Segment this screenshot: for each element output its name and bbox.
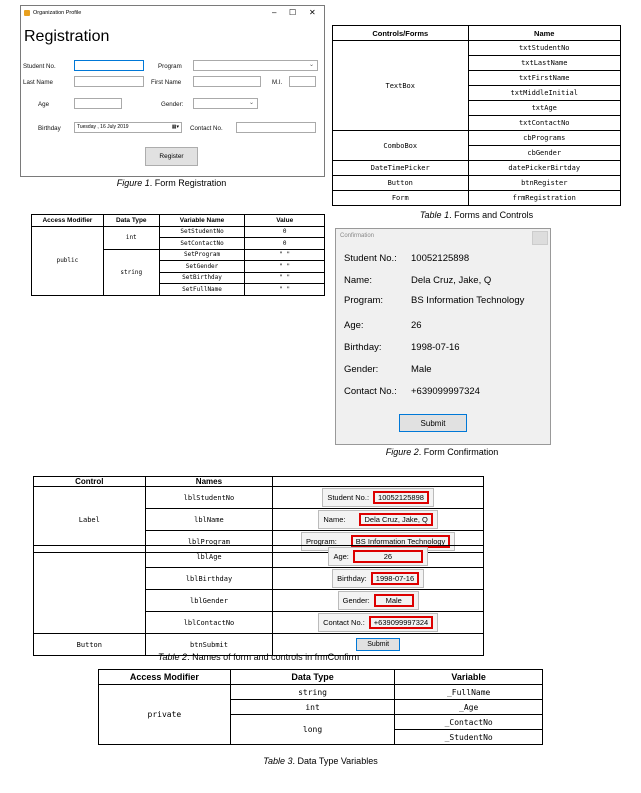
table2-caption-prefix: Table 2 xyxy=(157,652,188,662)
table3-variable: _StudentNo xyxy=(395,730,543,745)
table2-control-empty xyxy=(34,546,146,634)
program-combobox[interactable] xyxy=(193,60,318,71)
figure1-caption-text: . Form Registration xyxy=(149,178,227,188)
preview-label: Contact No.: xyxy=(323,618,365,627)
variables-header-type: Data Type xyxy=(103,215,159,227)
close-icon[interactable]: ✕ xyxy=(309,8,316,17)
table1-control-textbox: TextBox xyxy=(333,41,469,131)
variables-name: SetBirthday xyxy=(159,272,245,284)
table3-caption-text: . Data Type Variables xyxy=(292,756,378,766)
table2-name: btnSubmit xyxy=(145,634,273,656)
last-name-label: Last Name xyxy=(23,79,53,86)
mi-input[interactable] xyxy=(289,76,316,87)
figure1-caption-prefix: Figure 1 xyxy=(116,178,150,188)
table2-part2 xyxy=(33,545,484,656)
table2-header-names: Names xyxy=(145,477,273,487)
confirm-student-no-label: Student No.: xyxy=(344,253,397,264)
table3-caption xyxy=(98,756,543,766)
variables-name: SetFullName xyxy=(159,284,245,296)
variables-name: SetProgram xyxy=(159,249,245,261)
table1-name: txtFirstName xyxy=(468,71,621,86)
table1-control-button: Button xyxy=(333,176,469,191)
figure2-caption-text: . Form Confirmation xyxy=(418,447,499,457)
variables-table xyxy=(31,214,325,296)
variables-name: SetContactNo xyxy=(159,238,245,250)
confirmation-window xyxy=(335,228,551,445)
first-name-label: First Name xyxy=(151,79,182,86)
first-name-input[interactable] xyxy=(193,76,261,87)
variables-access-public: public xyxy=(32,226,104,295)
preview-value: Male xyxy=(374,594,414,607)
variables-value: " " xyxy=(245,284,325,296)
table1-name: txtLastName xyxy=(468,56,621,71)
table1-name: datePickerBirtday xyxy=(468,161,621,176)
table2-name: lblGender xyxy=(145,590,273,612)
preview-label-box xyxy=(332,569,424,588)
figure1-caption xyxy=(20,178,323,188)
confirm-program-value: BS Information Technology xyxy=(411,295,525,306)
figure2-caption-prefix: Figure 2 xyxy=(385,447,419,457)
submit-button[interactable]: Submit xyxy=(399,414,467,432)
table2-name: lblStudentNo xyxy=(145,487,273,509)
contact-no-label: Contact No. xyxy=(190,125,223,132)
table1-name: txtContactNo xyxy=(468,116,621,131)
maximize-icon[interactable]: ☐ xyxy=(289,8,297,17)
table1-name: cbGender xyxy=(468,146,621,161)
student-no-label: Student No. xyxy=(23,63,56,70)
preview-value: +639099997324 xyxy=(369,616,433,629)
confirm-student-no-value: 10052125898 xyxy=(411,253,470,264)
variables-value: " " xyxy=(245,249,325,261)
confirm-name-value: Dela Cruz, Jake, Q xyxy=(411,275,492,286)
table3-header-variable: Variable xyxy=(395,670,543,685)
table2-name: lblAge xyxy=(145,546,273,568)
table2-preview xyxy=(273,568,484,590)
table1-name: txtStudentNo xyxy=(468,41,621,56)
table1-caption-text: . Forms and Controls xyxy=(449,210,534,220)
registration-window xyxy=(20,5,325,177)
variables-header-name: Variable Name xyxy=(159,215,245,227)
table2-caption-text: . Names of form and controls in frmConfirm xyxy=(187,652,360,662)
gender-label: Gender: xyxy=(161,101,184,108)
preview-label-box xyxy=(318,613,438,632)
confirm-program-label: Program: xyxy=(344,295,384,306)
preview-value: BS Information Technology xyxy=(351,535,451,548)
preview-value: 10052125898 xyxy=(373,491,429,504)
preview-submit-button[interactable]: Submit xyxy=(356,638,400,651)
app-icon xyxy=(24,10,30,16)
table2-control-label: Label xyxy=(34,487,146,553)
table3-type: long xyxy=(230,715,395,745)
preview-label-box xyxy=(318,510,437,529)
chevron-down-icon: ⌄ xyxy=(248,100,254,106)
calendar-icon[interactable]: ▦▾ xyxy=(171,124,179,130)
confirm-age-value: 26 xyxy=(411,320,422,331)
table1-name: btnRegister xyxy=(468,176,621,191)
preview-label: Birthday: xyxy=(337,574,367,583)
confirmation-window-title: Confirmation xyxy=(340,233,375,239)
student-no-input[interactable] xyxy=(74,60,144,71)
table2-header-control: Control xyxy=(34,477,146,487)
table3-variable: _Age xyxy=(395,700,543,715)
confirm-birthday-value: 1998-07-16 xyxy=(411,342,460,353)
table2-preview xyxy=(273,487,484,509)
table3-variable: _ContactNo xyxy=(395,715,543,730)
preview-label-box xyxy=(338,591,419,610)
birthday-label: Birthday xyxy=(38,125,61,132)
table3-access-private: private xyxy=(99,685,231,745)
confirm-age-label: Age: xyxy=(344,320,364,331)
variables-value: 0 xyxy=(245,238,325,250)
close-icon[interactable] xyxy=(532,231,548,245)
program-label: Program xyxy=(158,63,182,70)
table1-header-name: Name xyxy=(468,26,621,41)
table3-variable: _FullName xyxy=(395,685,543,700)
preview-label: Gender: xyxy=(342,596,370,605)
variables-value: " " xyxy=(245,261,325,273)
table1-control-combobox: ComboBox xyxy=(333,131,469,161)
table2-name: lblProgram xyxy=(145,531,273,553)
variables-name: SetStudentNo xyxy=(159,226,245,238)
preview-label: Name: xyxy=(323,515,346,524)
table1-controls-forms xyxy=(332,25,621,206)
confirm-gender-label: Gender: xyxy=(344,364,379,375)
mi-label: M.I. xyxy=(272,79,283,86)
confirm-contact-label: Contact No.: xyxy=(344,386,397,397)
registration-window-title: Organization Profile xyxy=(33,10,82,16)
table2-name: lblName xyxy=(145,509,273,531)
table2-name: lblBirthday xyxy=(145,568,273,590)
preview-value: Dela Cruz, Jake, Q xyxy=(359,513,432,526)
figure2-caption xyxy=(335,447,549,457)
gender-combobox[interactable] xyxy=(193,98,258,109)
variables-type-string: string xyxy=(103,249,159,295)
variables-value: " " xyxy=(245,272,325,284)
variables-value: 0 xyxy=(245,226,325,238)
preview-label: Age: xyxy=(333,552,349,561)
register-button[interactable]: Register xyxy=(145,147,198,166)
registration-titlebar xyxy=(21,6,324,20)
contact-no-input[interactable] xyxy=(236,122,316,133)
table2-part1 xyxy=(33,476,484,553)
table1-control-datetimepicker: DateTimePicker xyxy=(333,161,469,176)
last-name-input[interactable] xyxy=(74,76,144,87)
variables-header-access: Access Modifier xyxy=(32,215,104,227)
table2-preview xyxy=(273,509,484,531)
minimize-icon[interactable]: – xyxy=(272,8,277,17)
table2-preview xyxy=(273,546,484,568)
registration-heading: Registration xyxy=(24,28,110,45)
table1-name: txtMiddleInitial xyxy=(468,86,621,101)
chevron-down-icon: ⌄ xyxy=(308,62,314,68)
table1-caption-prefix: Table 1 xyxy=(419,210,450,220)
table1-name: cbPrograms xyxy=(468,131,621,146)
preview-value: 26 xyxy=(353,550,423,563)
age-label: Age xyxy=(38,101,50,108)
table1-header-controls: Controls/Forms xyxy=(333,26,469,41)
table2-preview xyxy=(273,612,484,634)
variables-type-int: int xyxy=(103,226,159,249)
table2-control-button: Button xyxy=(34,634,146,656)
confirm-gender-value: Male xyxy=(411,364,432,375)
table3-header-type: Data Type xyxy=(230,670,395,685)
table2-name: lblContactNo xyxy=(145,612,273,634)
table2-caption xyxy=(33,652,484,662)
table2-header-preview xyxy=(273,477,484,487)
table3-caption-prefix: Table 3 xyxy=(263,756,293,766)
table3-header-access: Access Modifier xyxy=(99,670,231,685)
table1-name: txtAge xyxy=(468,101,621,116)
table1-control-form: Form xyxy=(333,191,469,206)
table3-data-types xyxy=(98,669,543,745)
table1-caption xyxy=(332,210,621,220)
table3-type: string xyxy=(230,685,395,700)
age-input[interactable] xyxy=(74,98,122,109)
table1-name: frmRegistration xyxy=(468,191,621,206)
preview-label-box xyxy=(328,547,427,566)
birthday-value: Tuesday , 16 July 2019 xyxy=(77,124,129,130)
preview-label-box xyxy=(322,488,434,507)
confirm-contact-value: +639099997324 xyxy=(411,386,480,397)
table2-preview xyxy=(273,590,484,612)
preview-value: 1998-07-16 xyxy=(371,572,419,585)
birthday-datepicker[interactable] xyxy=(74,122,182,133)
confirm-birthday-label: Birthday: xyxy=(344,342,382,353)
preview-label: Program: xyxy=(305,537,337,546)
table3-type: int xyxy=(230,700,395,715)
variables-name: SetGender xyxy=(159,261,245,273)
confirm-name-label: Name: xyxy=(344,275,372,286)
preview-label: Student No.: xyxy=(327,493,370,502)
variables-header-value: Value xyxy=(245,215,325,227)
